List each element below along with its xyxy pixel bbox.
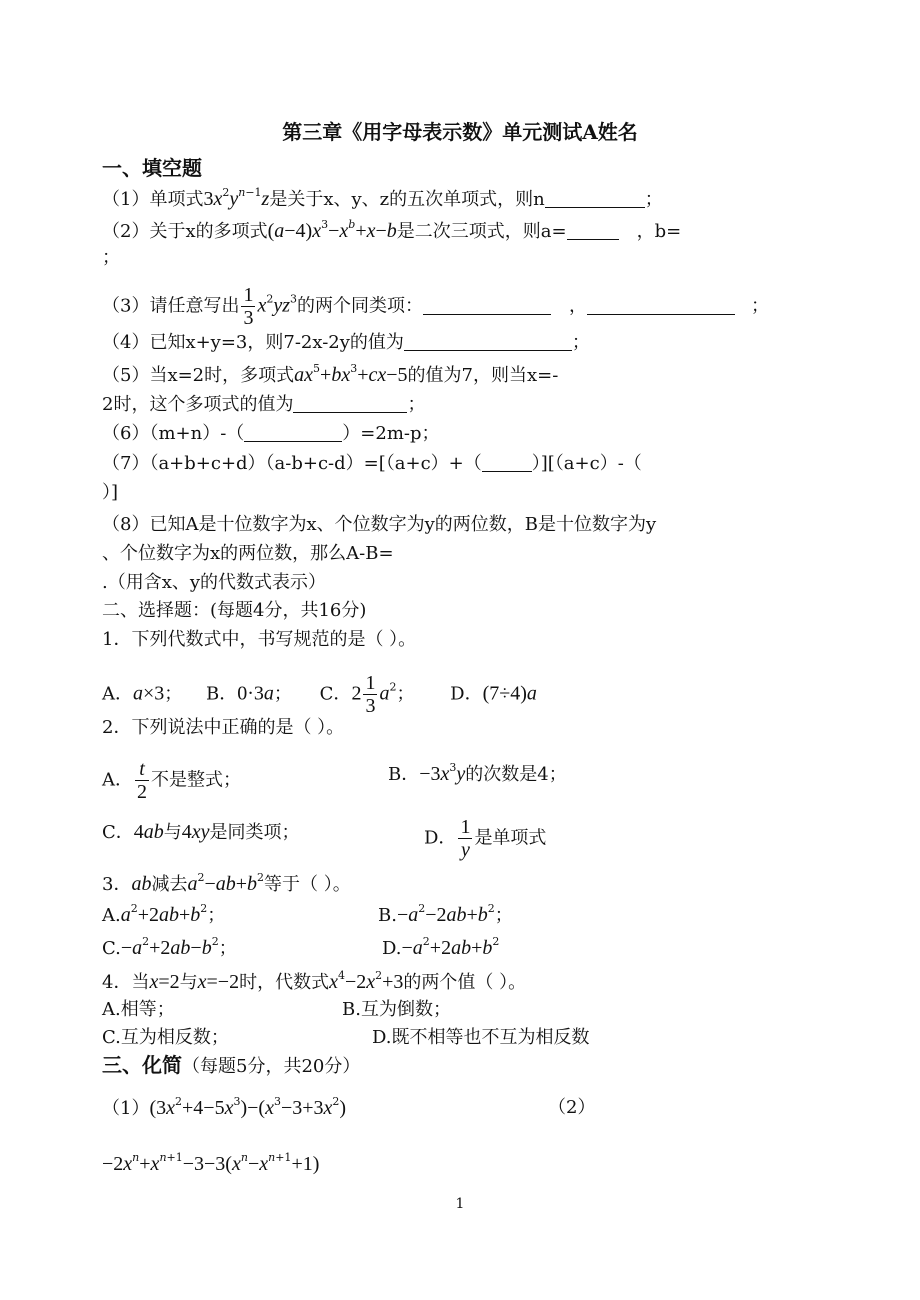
choice-q3-option-a: $A.a^2+2ab+b^2$； [102,902,226,926]
choice-q2-options-ab [102,758,241,803]
q1-text: 是关于x、y、z的五次单项式，则n [269,189,545,210]
section2-heading: 二、选择题：(每题4分，共16分) [102,600,367,621]
q3-sep: ， [569,295,588,317]
option-b-label: B. [378,905,397,926]
choice-q4-option-a: A.相等； [102,999,175,1020]
option-b-label: B． [206,683,238,705]
fill-q2-end: ； [102,247,120,268]
q3-prefix: （3）请任意写出 [102,295,240,317]
q3-text: 的两个同类项： [297,295,424,317]
section1-heading: 一、填空题 [102,156,202,180]
option-c-mid: 与 [163,822,182,843]
fill-q4 [102,331,590,355]
option-sep: ； [164,683,183,705]
q4-text: （4）已知x+y=3，则7-2x-2y的值为 [102,332,404,353]
fill-q3: （3）请任意写出 $\frac{1}{3}$ $x^2yz^3$的两个同类项： ， ； [102,284,770,329]
q4c-prefix: 4．当 [102,972,150,993]
option-a-label: A． [102,769,133,791]
q4c-mid1: 与 [179,972,198,993]
option-d-text: 是单项式 [474,827,547,849]
q5-text: 的值为7，则当x=- [407,365,559,386]
choice-q3-option-c: $C.-a^2+2ab-b^2$； [102,935,237,959]
choice-q3-option-b: $B.-a^2-2ab+b^2$； [378,902,513,926]
simplify-p2: $-2x^n+x^{n+1}-3-3(x^n-x^{n+1}+1)$ [102,1151,320,1175]
simplify-p2-label: （2） [548,1097,596,1118]
q6-text: ）=2m-p； [342,423,440,444]
option-a-label: A． [102,683,133,705]
fill-q6 [102,422,440,446]
page-title: 第三章《用字母表示数》单元测试A姓名 [282,120,638,144]
option-sep: ； [396,683,415,705]
fraction: $\frac{1}{3}$ [365,672,376,717]
option-a-text: 不是整式； [151,769,241,791]
choice-q4-option-c: C.互为相反数； [102,1027,229,1048]
option-sep: ； [218,938,237,959]
choice-q2-option-c: C．4ab与4xy是同类项； [102,821,300,843]
fill-q8-line2: 、个位数字为x的两位数，那么A-B= [102,543,394,564]
fill-q5: （5）当x=2时，多项式$ax^5+bx^3+cx-5$的值为7，则当x=- [102,362,559,386]
q4c-post: 的两个值（ ）。 [403,972,527,993]
choice-q1-options: A．a×3； B．0·3a； C．2 $\frac{1}{3}$ $a^2$； D．(7÷4)a [102,672,537,717]
q3-end: ； [751,295,770,317]
q5-end: ； [407,394,426,415]
option-sep: ； [207,905,226,926]
q1-end: ； [644,189,663,210]
q4-end: ； [571,332,590,353]
answer-blank[interactable] [404,332,572,351]
q4c-mid2: 时，代数式 [239,972,330,993]
option-d-label: D. [382,938,402,959]
option-c-text: 是同类项； [209,822,300,843]
answer-blank[interactable] [545,189,645,208]
fill-q7-line2: ）] [102,482,119,503]
fraction: $\frac{1}{y}$ [460,816,471,861]
choice-q4-stem: 4．当x=2与x=−2时，代数式$x^4-2x^2+3$的两个值（ ）。 [102,969,527,993]
answer-blank[interactable] [423,296,551,315]
q3c-post: 等于（ ）。 [264,874,351,895]
q5-prefix: （5）当x=2时，多项式 [102,365,295,386]
q6-prefix: （6）（m+n）-（ [102,423,245,444]
q2-prefix: （2）关于x的多项式 [102,221,268,242]
simplify-p1: $(1)(3x^2+4-5x^3)-(x^3-3+3x^2)$ [102,1095,347,1119]
fill-q8-line3: .（用含x、y的代数式表示） [102,572,327,593]
answer-blank[interactable] [567,221,619,240]
q7-prefix: （7）（a+b+c+d）（a-b+c-d）=[（a+c）+（ [102,453,482,474]
fill-q2: （2）关于x的多项式$(a-4)x^3-x^b+x-b$是二次三项式，则a= ，b= [102,218,682,242]
section3-note: （每题5分，共20分） [182,1056,361,1077]
answer-blank[interactable] [244,423,342,442]
q3c-mid: 减去 [151,874,188,895]
choice-q3-stem: 3．ab减去$a^2-ab+b^2$等于（ ）。 [102,871,351,895]
fraction: $\frac{t}{2}$ [137,758,147,803]
option-a-label: A. [102,905,121,926]
choice-q4-option-b: B.互为倒数； [342,999,451,1020]
option-c-label: C. [102,938,121,959]
option-c-label: C． [319,683,352,705]
choice-q1-stem: 1．下列代数式中，书写规范的是（ ）。 [102,629,417,650]
section3-heading [102,1053,360,1079]
section3-title: 三、化简 [102,1053,182,1077]
fill-q5-line2 [102,393,425,417]
fill-q1: （1）单项式$3x^2y^{n-1}z$是关于x、y、z的五次单项式，则n ； [102,186,663,210]
option-b-text: 的次数是4； [465,764,567,785]
q2-text: 是二次三项式，则a= [396,221,567,242]
option-d-label: D． [424,827,457,849]
answer-blank[interactable] [482,453,532,472]
fraction: $\frac{1}{3}$ [243,284,254,329]
fill-q8-line1: （8）已知A是十位数字为x、个位数字为y的两位数，B是十位数字为y [102,514,657,535]
choice-q2-stem: 2．下列说法中正确的是（ ）。 [102,717,345,738]
option-d-label: D． [450,683,483,705]
option-sep: ； [494,905,513,926]
answer-blank[interactable] [293,394,407,413]
choice-q2-option-b: B．$-3x^3y$的次数是4； [388,761,567,785]
fill-q7 [102,452,642,476]
option-c-label: C． [102,822,134,843]
option-b-label: B． [388,764,420,785]
option-sep: ； [273,683,292,705]
choice-q4-option-d: D.既不相等也不互为相反数 [372,1027,590,1048]
answer-blank[interactable] [587,296,735,315]
p1-label: （1） [102,1098,150,1119]
q1-prefix: （1）单项式 [102,189,204,210]
choice-q3-option-d: $D.-a^2+2ab+b^2$ [382,935,500,959]
q3c-prefix: 3． [102,874,132,895]
q2-b-label: ，b= [636,221,682,242]
page-number: 1 [455,1196,465,1212]
q5-line2: 2时，这个多项式的值为 [102,394,294,415]
q7-text: ）][（a+c）-（ [531,453,642,474]
choice-q2-option-d [424,816,546,861]
